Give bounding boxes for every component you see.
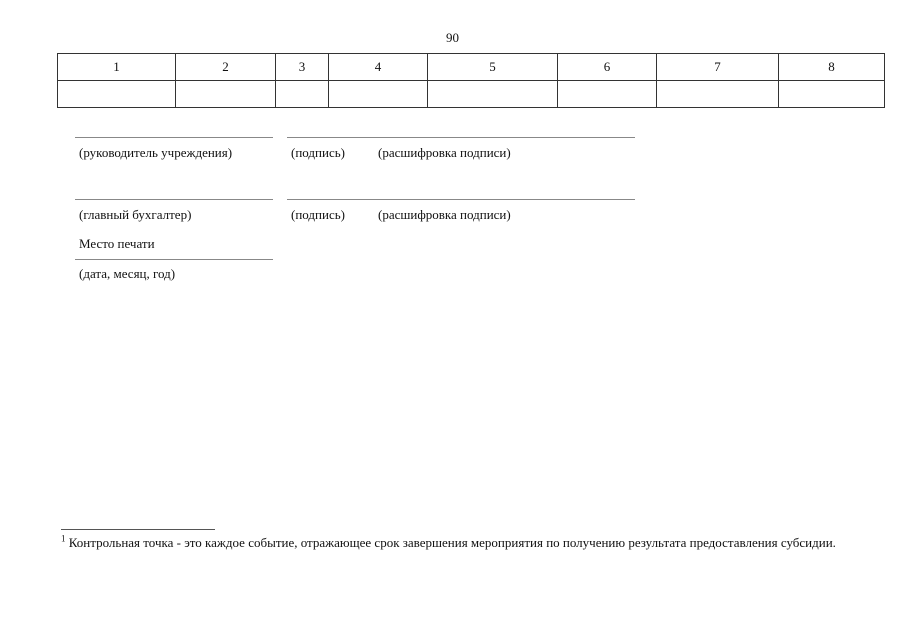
footnote-marker: 1 (61, 533, 66, 544)
head-decoding-label: (расшифровка подписи) (378, 145, 511, 160)
head-role-line[interactable] (75, 137, 273, 138)
page-number: 90 (446, 30, 459, 45)
accountant-signature-label: (подпись) (291, 207, 345, 222)
table-header-cell: 2 (176, 54, 276, 81)
table-header-cell: 3 (276, 54, 329, 81)
table-header-cell: 7 (657, 54, 779, 81)
table-cell[interactable] (657, 81, 779, 108)
accountant-role-label: (главный бухгалтер) (79, 207, 192, 222)
table-header-cell: 4 (329, 54, 428, 81)
table-row (58, 81, 885, 108)
data-table (57, 53, 885, 108)
table-header-cell: 6 (558, 54, 657, 81)
accountant-role-line[interactable] (75, 199, 273, 200)
date-line[interactable] (75, 259, 273, 260)
accountant-signature-line[interactable] (287, 199, 635, 200)
table-cell[interactable] (58, 81, 176, 108)
table-cell[interactable] (176, 81, 276, 108)
table-cell[interactable] (276, 81, 329, 108)
head-role-label: (руководитель учреждения) (79, 145, 233, 160)
table-header-cell: 8 (779, 54, 885, 81)
footnote (61, 535, 851, 551)
table-header-row (58, 54, 885, 81)
table-cell[interactable] (329, 81, 428, 108)
footnote-divider (61, 529, 215, 530)
table-cell[interactable] (779, 81, 885, 108)
date-label: (дата, месяц, год) (79, 266, 176, 281)
stamp-label: Место печати (79, 236, 155, 251)
table-header-cell: 1 (58, 54, 176, 81)
footnote-text: Контрольная точка - это каждое событие, отражающее срок завершения мероприятия по получению результата предоставления субсидии. (65, 535, 836, 550)
head-signature-line[interactable] (287, 137, 635, 138)
head-signature-label: (подпись) (291, 145, 345, 160)
table-cell[interactable] (558, 81, 657, 108)
accountant-decoding-label: (расшифровка подписи) (378, 207, 511, 222)
table-header-cell: 5 (428, 54, 558, 81)
table-cell[interactable] (428, 81, 558, 108)
